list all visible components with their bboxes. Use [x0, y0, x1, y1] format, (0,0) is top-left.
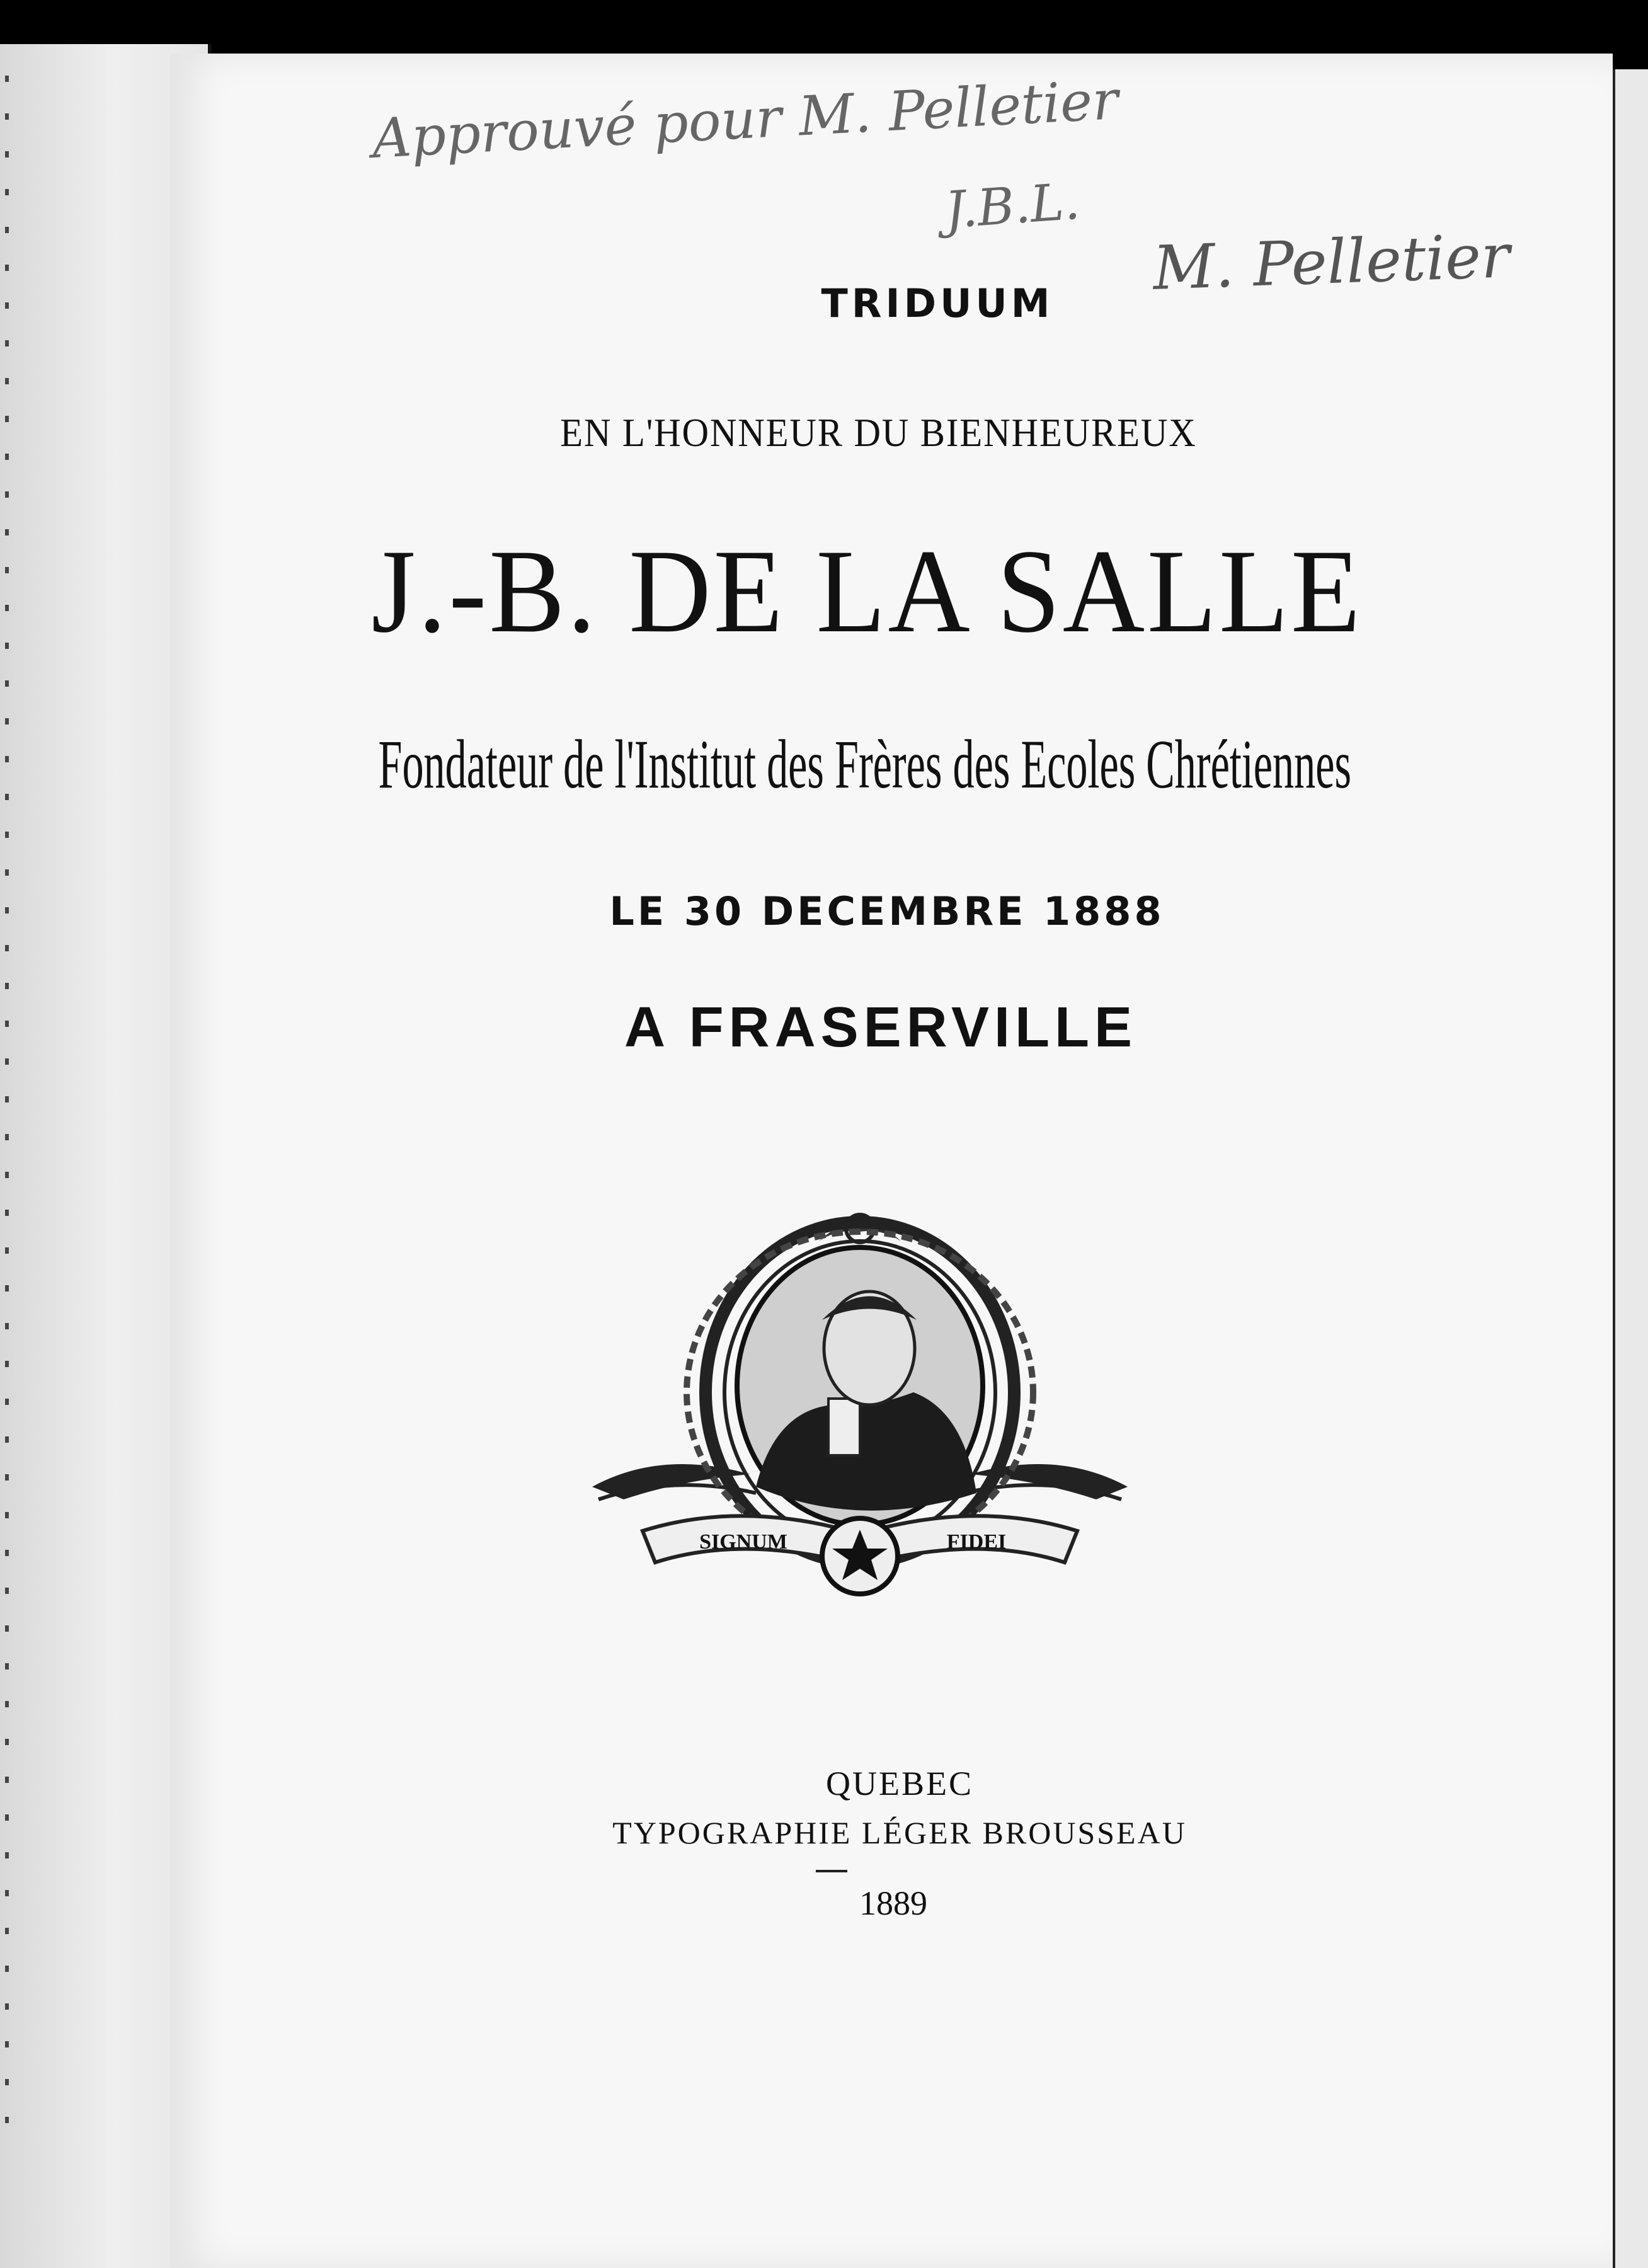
event-date: LE 30 DECEMBRE 1888 — [609, 888, 1165, 934]
main-title: J.-B. DE LA SALLE — [371, 525, 1363, 658]
portrait-emblem — [586, 1203, 1134, 1625]
page-right-edge — [1613, 69, 1648, 2268]
imprint-year: 1889 — [859, 1884, 927, 1922]
imprint-city: QUEBEC — [826, 1765, 973, 1802]
honneur-line: EN L'HONNEUR DU BIENHEUREUX — [560, 410, 1197, 455]
title-page-sheet — [170, 54, 1613, 2268]
triduum-heading: TRIDUUM — [821, 280, 1054, 326]
handwritten-signature: M. Pelletier — [1152, 220, 1511, 304]
imprint-printer: TYPOGRAPHIE LÉGER BROUSSEAU — [612, 1815, 1187, 1850]
ribbon-right-text: FIDEI — [946, 1530, 1007, 1554]
imprint-rule — [816, 1870, 847, 1872]
event-place: A FRASERVILLE — [624, 996, 1138, 1059]
handwritten-initials: J.B.L. — [943, 171, 1082, 240]
figure-collar — [828, 1399, 860, 1455]
ribbon-left-text: SIGNUM — [699, 1530, 787, 1554]
handwritten-note: Approuvé pour M. Pelletier — [370, 69, 1120, 171]
founder-subtitle: Fondateur de l'Institut des Frères des Ecoles Chrétiennes — [378, 726, 1352, 803]
